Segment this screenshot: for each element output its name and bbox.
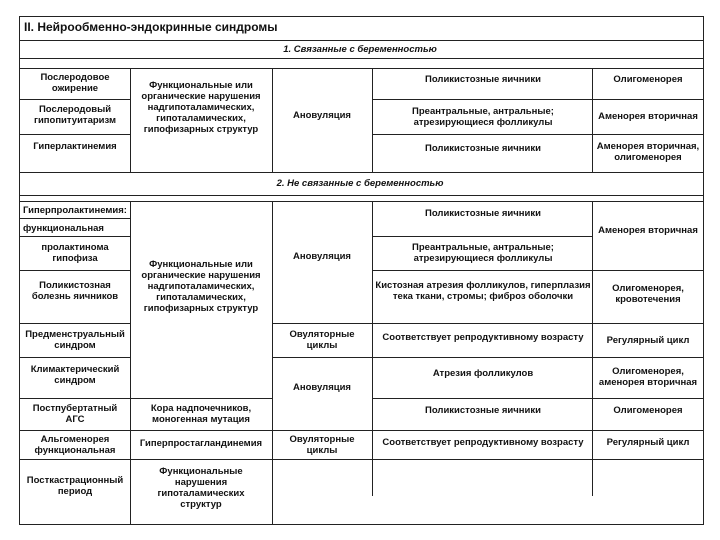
s2-syndrome-postcastration: Посткастрационный период [26,475,124,497]
s1-ovaries-1: Поликистозные яичники [425,74,541,85]
s2-menses-1: Аменорея вторичная [598,225,698,236]
s2-menses-2: Олигоменорея, кровотечения [612,283,684,305]
s2-ovaries-5: Атрезия фолликулов [432,368,534,379]
s2-syndrome-pms: Предменструальный синдром [25,329,125,351]
s2-syndrome-climacteric: Климактерический синдром [30,364,120,386]
s2-ovaries-6: Поликистозные яичники [425,405,541,416]
s2-ovulatory-1: Овуляторные циклы [289,329,355,351]
section1-heading: 1. Связанные с беременностью [283,44,437,55]
s2-ovulatory-2: Овуляторные циклы [289,434,355,456]
s2-menses-5: Олигоменорея [613,405,683,416]
s2-ovaries-1: Поликистозные яичники [425,208,541,219]
s2-cause-postcastration: Функциональные нарушения гипоталамических структур [157,466,245,510]
s2-syndrome-prolactinoma: пролактинома гипофиза [41,242,109,264]
page-title: II. Нейрообменно-эндокринные синдромы [24,20,278,34]
section2-heading: 2. Не связанные с беременностью [276,178,444,189]
s1-ovaries-3: Поликистозные яичники [425,143,541,154]
s1-syndrome-hyperlactinemia: Гиперлактинемия [33,141,117,152]
s2-syndrome-algomenorrhea: Альгоменорея функциональная [34,434,116,456]
s2-ovaries-2: Преантральные, антральные; атрезирующиеся фолликулы [412,242,554,264]
s2-cause-ags: Кора надпочечников, моногенная мутация [150,403,252,425]
s1-menses-1: Олигоменорея [613,74,683,85]
s2-syndrome-pcos: Поликистозная болезнь яичников [31,280,119,302]
s2-syndrome-hyperprolactinemia: Гиперпролактинемия: [23,205,127,216]
s2-menses-6: Регулярный цикл [606,437,690,448]
s2-cause-algomenorrhea: Гиперпростагландинемия [139,438,263,449]
s2-anovulation-1: Ановуляция [293,251,351,262]
s2-ovaries-7: Соответствует репродуктивному возрасту [382,437,584,448]
s1-menses-2: Аменорея вторичная [598,111,698,122]
s2-ovaries-4: Соответствует репродуктивному возрасту [382,332,584,343]
s1-syndrome-obesity: Послеродовое ожирение [40,72,110,94]
s2-ovaries-3: Кистозная атрезия фолликулов, гиперплазия тека ткани, стромы; фиброз оболочки [375,280,591,302]
s1-menses-3: Аменорея вторичная, олигоменорея [596,141,700,163]
s2-syndrome-functional: функциональная [23,223,104,234]
s2-menses-4: Олигоменорея, аменорея вторичная [598,366,698,388]
s1-syndrome-hypopituitarism: Послеродовый гипопитуитаризм [33,104,117,126]
s2-cause-main: Функциональные или органические нарушения надгипоталамических, гипоталамических, гипофизарных структур [141,259,261,314]
s2-syndrome-ags: Постпубертатный АГС [32,403,118,425]
s1-ovulation: Ановуляция [293,110,351,121]
s2-menses-3: Регулярный цикл [606,335,690,346]
s2-anovulation-2: Ановуляция [293,382,351,393]
s1-cause: Функциональные или органические нарушения надгипоталамических, гипоталамических, гипофизарных структур [141,80,261,135]
s1-ovaries-2: Преантральные, антральные; атрезирующиеся фолликулы [412,106,554,128]
